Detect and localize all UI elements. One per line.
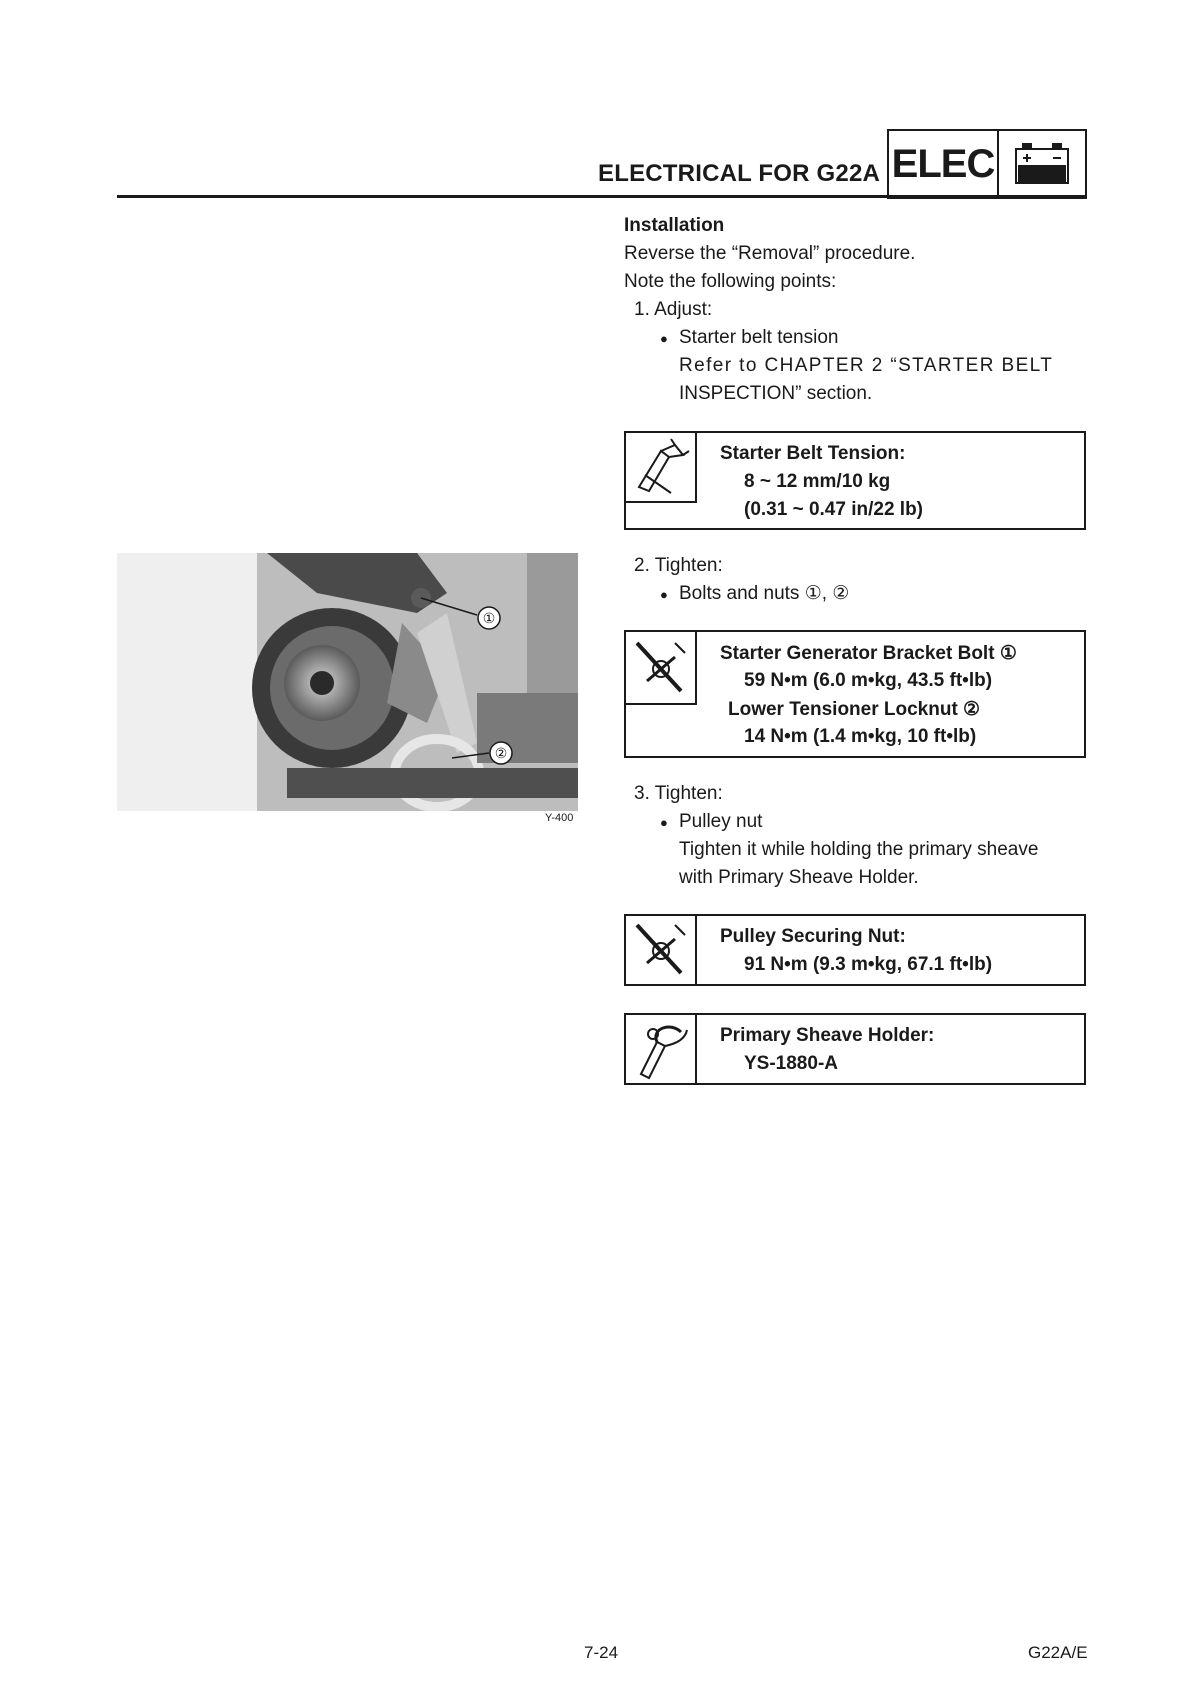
spec-3-title: Pulley Securing Nut: — [720, 926, 906, 947]
spec-2-line-2: 59 N•m (6.0 m•kg, 43.5 ft•lb) — [744, 670, 993, 691]
step-1-ref-1: Refer to CHAPTER 2 “STARTER BELT — [679, 355, 1054, 376]
installation-line-1: Reverse the “Removal” procedure. — [624, 243, 916, 264]
photo-callout-1: ① — [482, 610, 496, 626]
step-3-label: 3. Tighten: — [634, 783, 723, 804]
bullet-icon: ● — [660, 815, 668, 830]
spec-1-value-1: 8 ~ 12 mm/10 kg — [744, 471, 891, 492]
special-tool-icon — [626, 1015, 697, 1083]
component-photo — [117, 553, 578, 811]
step-1-ref-2: INSPECTION” section. — [679, 383, 873, 404]
spec-box-sheave-holder — [624, 1013, 1086, 1085]
step-2-bullet: Bolts and nuts ①, ② — [679, 583, 850, 604]
step-3-bullet: Pulley nut — [679, 811, 763, 832]
model-code: G22A/E — [1028, 1643, 1088, 1662]
section-tag-label: ELEC — [889, 131, 999, 197]
photo-code: Y-400 — [545, 812, 574, 824]
battery-icon — [999, 131, 1085, 197]
spec-box-torque-bracket — [624, 630, 1086, 758]
section-title: ELECTRICAL FOR G22A — [598, 160, 881, 187]
spec-1-title: Starter Belt Tension: — [720, 443, 906, 464]
page-number: 7-24 — [584, 1643, 619, 1662]
spec-3-value: 91 N•m (9.3 m•kg, 67.1 ft•lb) — [744, 954, 993, 975]
spec-4-value: YS-1880-A — [744, 1053, 838, 1074]
step-2-label: 2. Tighten: — [634, 555, 723, 576]
torque-wrench-icon — [626, 916, 697, 984]
spec-1-value-2: (0.31 ~ 0.47 in/22 lb) — [744, 499, 924, 520]
installation-line-2: Note the following points: — [624, 271, 837, 292]
spec-2-line-1: Starter Generator Bracket Bolt ① — [720, 643, 1017, 664]
spec-4-title: Primary Sheave Holder: — [720, 1025, 935, 1046]
spec-2-line-3: Lower Tensioner Locknut ② — [728, 699, 981, 720]
bullet-icon: ● — [660, 331, 668, 346]
step-3-desc-1: Tighten it while holding the primary sheave — [679, 839, 1039, 860]
step-3-desc-2: with Primary Sheave Holder. — [679, 867, 919, 888]
installation-heading: Installation — [624, 215, 725, 236]
spec-box-pulley-nut — [624, 914, 1086, 986]
step-1-label: 1. Adjust: — [634, 299, 713, 320]
spec-2-line-4: 14 N•m (1.4 m•kg, 10 ft•lb) — [744, 726, 977, 747]
step-1-bullet: Starter belt tension — [679, 327, 839, 348]
section-tag — [887, 129, 1087, 199]
photo-callout-2: ② — [494, 745, 508, 761]
bullet-icon: ● — [660, 587, 668, 602]
torque-wrench-icon — [626, 632, 697, 705]
caliper-icon — [626, 433, 697, 503]
spec-box-belt-tension — [624, 431, 1086, 530]
